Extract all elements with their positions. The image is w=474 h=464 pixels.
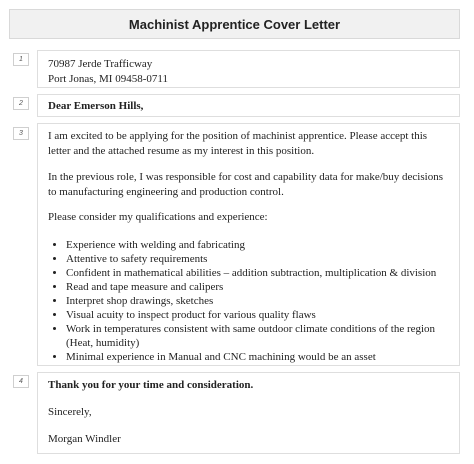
document-title: Machinist Apprentice Cover Letter [128,16,341,32]
list-item: • Visual acuity to inspect product for various quality flaws [66,308,449,322]
list-item: • Attentive to safety requirements [66,252,449,266]
list-item: • Read and tape measure and calipers [66,280,449,294]
qualifications-list [48,238,449,364]
section-body [37,123,460,366]
section-address [37,50,460,88]
section-number-badge-3: 3 [13,127,29,140]
section-number-badge-1: 1 [13,53,29,66]
body-paragraph-2: In the previous role, I was responsible for cost and capability data for make/buy decisions to manufacturing engineering and production control. [48,171,443,198]
list-item: • Experience with welding and fabricating [66,238,449,252]
body-paragraph-3: Please consider my qualifications and experience: [48,211,268,223]
list-item: • Confident in mathematical abilities – addition subtraction, multiplication & division [66,266,449,280]
sign-off: Sincerely, [48,405,92,418]
body-paragraph-1: I am excited to be applying for the position of machinist apprentice. Please accept this letter and the attached resume as my interest in this position. [48,130,428,157]
section-number-badge-4: 4 [13,375,29,388]
section-closing [37,372,460,454]
address-line-1: 70987 Jerde Trafficway [48,58,153,70]
list-item: • Interpret shop drawings, sketches [66,294,449,308]
list-item: • Minimal experience in Manual and CNC machining would be an asset [66,350,449,364]
section-salutation [37,94,460,117]
list-item: • Work in temperatures consistent with same outdoor climate conditions of the region (Heat, humidity) [66,322,449,350]
section-number-badge-2: 2 [13,97,29,110]
closing-thanks: Thank you for your time and consideration. [48,379,254,391]
address-line-2: Port Jonas, MI 09458-0711 [48,72,168,85]
document-title-bar [9,9,460,39]
salutation: Dear Emerson Hills, [48,100,144,112]
signature-name: Morgan Windler [48,433,121,445]
